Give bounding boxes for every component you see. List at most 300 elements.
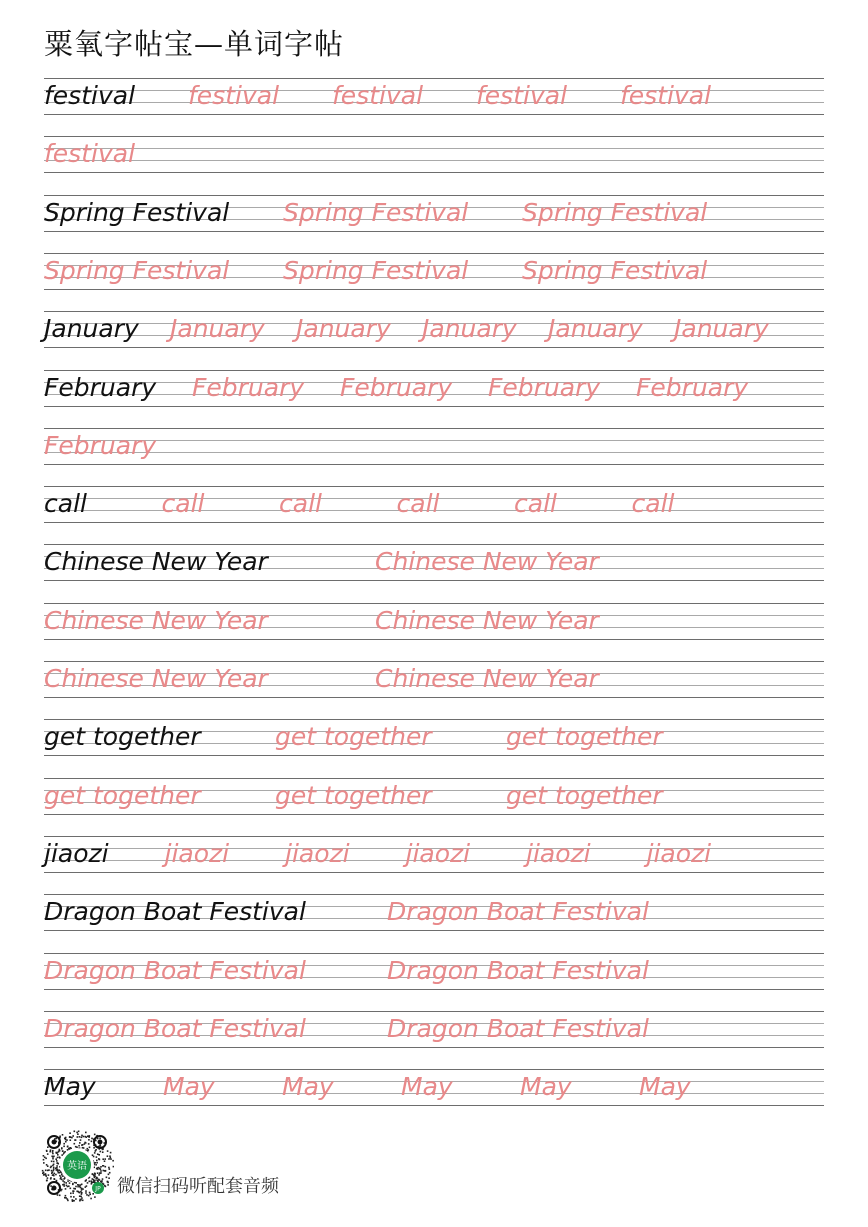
qr-dot (108, 1174, 110, 1176)
qr-dot (59, 1136, 61, 1138)
qr-dot (109, 1172, 111, 1174)
trace-word: get together (44, 780, 201, 810)
qr-dot (59, 1157, 61, 1159)
trace-word: May (639, 1072, 691, 1102)
qr-dot (65, 1141, 67, 1143)
qr-corner-label: JP (95, 1185, 101, 1193)
trace-word: January (296, 314, 391, 344)
guide-line (44, 114, 824, 115)
qr-dot (107, 1155, 109, 1157)
practice-row (44, 136, 824, 172)
qr-dot (57, 1154, 59, 1156)
qr-dot (85, 1190, 87, 1192)
qr-dot (45, 1158, 47, 1160)
qr-dot (97, 1153, 99, 1155)
page-title: 粟氧字帖宝—单词字帖 (44, 27, 345, 61)
qr-dot (100, 1166, 102, 1168)
qr-dot (52, 1153, 54, 1155)
guide-line (44, 603, 824, 604)
qr-dot (52, 1172, 54, 1174)
qr-dot (65, 1195, 67, 1197)
guide-line (44, 311, 824, 312)
qr-dot (72, 1135, 74, 1137)
qr-dot (56, 1169, 58, 1171)
trace-word: Dragon Boat Festival (387, 955, 649, 985)
qr-dot (81, 1184, 83, 1186)
trace-word: Chinese New Year (375, 547, 599, 577)
trace-word: May (401, 1072, 453, 1102)
qr-dot (82, 1144, 84, 1146)
model-word: get together (44, 722, 201, 752)
trace-word: January (422, 314, 517, 344)
qr-dot (98, 1174, 100, 1176)
qr-dot (75, 1139, 77, 1141)
qr-dot (99, 1138, 101, 1140)
trace-word: Chinese New Year (375, 605, 599, 635)
guide-line (44, 544, 824, 545)
qr-dot (109, 1155, 111, 1157)
qr-dot (50, 1166, 52, 1168)
qr-dot (80, 1199, 82, 1201)
qr-dot (105, 1170, 107, 1172)
trace-word: get together (506, 722, 663, 752)
qr-dot (79, 1186, 81, 1188)
qr-dot (88, 1195, 90, 1197)
qr-dot (55, 1158, 57, 1160)
qr-dot (72, 1192, 74, 1194)
guide-line (44, 136, 824, 137)
qr-dot (85, 1192, 87, 1194)
qr-dot (61, 1154, 63, 1156)
trace-word: January (170, 314, 265, 344)
qr-dot (65, 1188, 67, 1190)
qr-dot (106, 1177, 108, 1179)
qr-dot (80, 1196, 82, 1198)
qr-dot (87, 1182, 89, 1184)
qr-dot (43, 1159, 45, 1161)
guide-line (44, 953, 824, 954)
guide-line (44, 370, 824, 371)
qr-dot (50, 1149, 52, 1151)
trace-word: jiaozi (526, 838, 591, 868)
qr-dot (81, 1189, 83, 1191)
qr-dot (72, 1184, 74, 1186)
guide-line (44, 894, 824, 895)
qr-dot (77, 1136, 79, 1138)
qr-dot (91, 1141, 93, 1143)
qr-dot (62, 1184, 64, 1186)
trace-word: get together (275, 780, 432, 810)
qr-dot (81, 1197, 83, 1199)
qr-dot (89, 1181, 91, 1183)
qr-dot (86, 1194, 88, 1196)
guide-line (44, 872, 824, 873)
qr-dot (63, 1143, 65, 1145)
qr-dot (59, 1195, 61, 1197)
qr-dot (90, 1198, 92, 1200)
qr-dot (79, 1136, 81, 1138)
qr-dot (62, 1180, 64, 1182)
qr-dot (107, 1184, 109, 1186)
qr-dot (54, 1178, 56, 1180)
qr-dot (61, 1147, 63, 1149)
qr-dot (108, 1177, 110, 1179)
qr-dot (53, 1168, 55, 1170)
trace-word: call (396, 489, 440, 519)
qr-dot (81, 1135, 83, 1137)
qr-dot (110, 1158, 112, 1160)
qr-dot (93, 1147, 95, 1149)
qr-code-icon[interactable] (40, 1128, 114, 1202)
qr-dot (64, 1197, 66, 1199)
qr-dot (97, 1172, 99, 1174)
trace-word: Dragon Boat Festival (387, 897, 649, 927)
guide-line (44, 522, 824, 523)
trace-word: call (161, 489, 205, 519)
qr-dot (53, 1170, 55, 1172)
qr-dot (102, 1158, 104, 1160)
qr-dot (53, 1161, 55, 1163)
trace-word: May (163, 1072, 215, 1102)
trace-word: February (44, 430, 157, 460)
qr-dot (72, 1200, 74, 1202)
qr-dot (95, 1164, 97, 1166)
trace-word: jiaozi (646, 838, 712, 868)
trace-word: Spring Festival (283, 255, 469, 285)
practice-row (44, 486, 824, 522)
trace-word: Chinese New Year (375, 664, 599, 693)
qr-dot (44, 1157, 46, 1159)
qr-dot (78, 1131, 80, 1133)
qr-dot (46, 1164, 48, 1166)
guide-line (44, 1047, 824, 1048)
qr-dot (60, 1178, 62, 1180)
qr-finder-dot (52, 1140, 57, 1145)
qr-dot (62, 1175, 64, 1177)
guide-line (44, 464, 824, 465)
trace-word: May (282, 1072, 334, 1102)
qr-dot (89, 1192, 91, 1194)
guide-line (44, 160, 824, 161)
qr-dot (47, 1165, 49, 1167)
qr-dot (51, 1170, 53, 1172)
qr-badge-label: 英语 (67, 1161, 87, 1172)
qr-dot (88, 1139, 90, 1141)
qr-dot (98, 1154, 100, 1156)
qr-dot (104, 1158, 106, 1160)
guide-line (44, 814, 824, 815)
guide-line (44, 440, 824, 441)
qr-dot (57, 1194, 59, 1196)
qr-dot (94, 1177, 96, 1179)
qr-dot (43, 1172, 45, 1174)
trace-word: call (279, 489, 322, 519)
qr-dot (55, 1167, 57, 1169)
qr-dot (50, 1178, 52, 1180)
qr-dot (84, 1143, 86, 1145)
guide-line (44, 719, 824, 720)
qr-dot (57, 1163, 59, 1165)
qr-dot (73, 1190, 75, 1192)
practice-row (44, 311, 824, 347)
qr-dot (53, 1167, 55, 1169)
qr-dot (100, 1151, 102, 1153)
qr-dot (85, 1186, 87, 1188)
qr-dot (77, 1133, 79, 1135)
guide-line (44, 661, 824, 662)
practice-row (44, 370, 824, 406)
trace-word: February (192, 372, 305, 402)
qr-dot (91, 1181, 93, 1183)
trace-word: Spring Festival (283, 197, 469, 227)
qr-finder-dot (52, 1186, 57, 1191)
qr-dot (55, 1152, 57, 1154)
qr-dot (66, 1139, 68, 1141)
qr-dot (66, 1185, 68, 1187)
trace-word: Dragon Boat Festival (44, 955, 306, 985)
guide-line (44, 639, 824, 640)
qr-dot (105, 1186, 107, 1188)
model-word: Chinese New Year (44, 547, 268, 577)
qr-dot (57, 1170, 59, 1172)
practice-row (44, 1011, 824, 1047)
trace-word: Spring Festival (44, 255, 230, 285)
guide-line (44, 428, 824, 429)
qr-dot (46, 1180, 48, 1182)
qr-dot (52, 1151, 54, 1153)
qr-dot (73, 1188, 75, 1190)
trace-word: jiaozi (285, 838, 350, 868)
qr-dot (98, 1158, 100, 1160)
qr-dot (99, 1179, 101, 1181)
qr-dot (74, 1143, 76, 1145)
guide-line (44, 406, 824, 407)
qr-dot (96, 1160, 98, 1162)
practice-row (44, 603, 824, 639)
guide-line (44, 195, 824, 196)
qr-dot (43, 1155, 45, 1157)
qr-dot (92, 1178, 94, 1180)
qr-dot (93, 1156, 95, 1158)
practice-row (44, 661, 824, 697)
trace-word: Dragon Boat Festival (387, 1013, 649, 1043)
qr-dot (79, 1142, 81, 1144)
qr-dot (52, 1174, 54, 1176)
qr-dot (61, 1174, 63, 1176)
qr-dot (55, 1138, 57, 1140)
qr-dot (63, 1146, 65, 1148)
trace-word: call (514, 489, 557, 519)
trace-word: festival (44, 139, 136, 169)
qr-dot (92, 1193, 94, 1195)
trace-word: February (488, 372, 601, 402)
guide-line (44, 1011, 824, 1012)
qr-dot (110, 1157, 112, 1159)
practice-row (44, 544, 824, 580)
qr-dot (44, 1174, 46, 1176)
practice-row (44, 953, 824, 989)
qr-dot (91, 1138, 93, 1140)
qr-dot (108, 1158, 110, 1160)
qr-dot (53, 1164, 55, 1166)
qr-dot (73, 1196, 75, 1198)
qr-dot (52, 1156, 54, 1158)
qr-dot (47, 1153, 49, 1155)
qr-dot (74, 1131, 76, 1133)
guide-line (44, 697, 824, 698)
model-word: Dragon Boat Festival (44, 897, 306, 927)
qr-dot (110, 1152, 112, 1154)
qr-dot (75, 1146, 77, 1148)
qr-dot (59, 1172, 61, 1174)
qr-dot (80, 1191, 82, 1193)
trace-word: festival (620, 81, 712, 110)
qr-dot (50, 1185, 52, 1187)
qr-dot (59, 1149, 61, 1151)
practice-row (44, 778, 824, 814)
qr-dot (85, 1132, 87, 1134)
guide-line (44, 78, 824, 79)
qr-dot (56, 1165, 58, 1167)
qr-dot (112, 1160, 114, 1162)
qr-dot (70, 1193, 72, 1195)
qr-dot (62, 1134, 64, 1136)
qr-dot (63, 1178, 65, 1180)
qr-dot (76, 1132, 78, 1134)
qr-dot (109, 1168, 111, 1170)
guide-line (44, 778, 824, 779)
trace-word: May (520, 1072, 572, 1102)
trace-word: get together (506, 780, 663, 810)
trace-word: February (340, 372, 453, 402)
trace-word: January (674, 314, 769, 344)
qr-dot (108, 1167, 110, 1169)
qr-finder-dot (98, 1140, 103, 1145)
trace-word: Spring Festival (522, 197, 708, 227)
qr-dot (82, 1200, 84, 1202)
qr-dot (105, 1166, 107, 1168)
qr-dot (67, 1200, 69, 1202)
qr-dot (81, 1137, 83, 1139)
qr-dot (79, 1192, 81, 1194)
qr-dot (45, 1175, 47, 1177)
guide-line (44, 989, 824, 990)
trace-word: festival (188, 81, 280, 110)
trace-word: get together (275, 722, 432, 752)
qr-dot (55, 1174, 57, 1176)
qr-dot (86, 1136, 88, 1138)
practice-row (44, 836, 824, 872)
model-word: February (44, 372, 157, 402)
model-word: jiaozi (44, 838, 109, 868)
qr-dot (51, 1161, 53, 1163)
qr-dot (49, 1151, 51, 1153)
footer (40, 1124, 440, 1204)
qr-dot (88, 1143, 90, 1145)
qr-dot (53, 1173, 55, 1175)
practice-row (44, 428, 824, 464)
model-word: festival (44, 81, 136, 110)
guide-line (44, 836, 824, 837)
qr-dot (87, 1148, 89, 1150)
practice-row (44, 195, 824, 231)
qr-dot (75, 1182, 77, 1184)
practice-row (44, 253, 824, 289)
qr-dot (89, 1194, 91, 1196)
qr-dot (70, 1196, 72, 1198)
practice-row (44, 719, 824, 755)
qr-dot (56, 1160, 58, 1162)
trace-word: jiaozi (164, 838, 230, 868)
trace-word: Spring Festival (522, 255, 708, 285)
qr-dot (102, 1178, 104, 1180)
qr-dot (94, 1173, 96, 1175)
qr-dot (94, 1152, 96, 1154)
qr-dot (67, 1146, 69, 1148)
trace-word: Chinese New Year (44, 605, 268, 635)
model-word: January (44, 314, 139, 344)
qr-dot (77, 1186, 79, 1188)
qr-dot (69, 1132, 71, 1134)
model-word: May (44, 1072, 96, 1102)
qr-dot (67, 1180, 69, 1182)
qr-dot (78, 1145, 80, 1147)
qr-dot (81, 1188, 83, 1190)
qr-dot (95, 1150, 97, 1152)
trace-word: Dragon Boat Festival (44, 1013, 306, 1043)
qr-dot (113, 1166, 114, 1168)
qr-caption: 微信扫码听配套音频 (117, 1176, 279, 1197)
qr-dot (79, 1195, 81, 1197)
guide-line (44, 231, 824, 232)
model-word: Spring Festival (44, 197, 230, 227)
guide-line (44, 452, 824, 453)
qr-dot (99, 1172, 101, 1174)
trace-word: festival (476, 81, 568, 110)
qr-dot (57, 1157, 59, 1159)
qr-dot (56, 1180, 58, 1182)
qr-dot (47, 1146, 49, 1148)
model-word: call (44, 489, 87, 519)
qr-dot (48, 1174, 50, 1176)
qr-dot (62, 1150, 64, 1152)
qr-dot (93, 1180, 95, 1182)
qr-dot (94, 1134, 96, 1136)
trace-word: jiaozi (405, 838, 471, 868)
qr-dot (97, 1138, 99, 1140)
qr-dot (100, 1170, 102, 1172)
guide-line (44, 253, 824, 254)
qr-dot (83, 1147, 85, 1149)
trace-word: February (636, 372, 749, 402)
qr-dot (94, 1196, 96, 1198)
qr-dot (89, 1147, 91, 1149)
qr-dot (94, 1162, 96, 1164)
qr-dot (77, 1184, 79, 1186)
qr-dot (102, 1165, 104, 1167)
qr-dot (104, 1160, 106, 1162)
qr-dot (107, 1150, 109, 1152)
qr-dot (101, 1180, 103, 1182)
qr-dot (75, 1198, 77, 1200)
qr-dot (68, 1185, 70, 1187)
qr-dot (70, 1188, 72, 1190)
qr-dot (47, 1177, 49, 1179)
qr-dot (69, 1182, 71, 1184)
trace-word: Chinese New Year (44, 664, 268, 693)
guide-line (44, 289, 824, 290)
guide-line (44, 1105, 824, 1106)
